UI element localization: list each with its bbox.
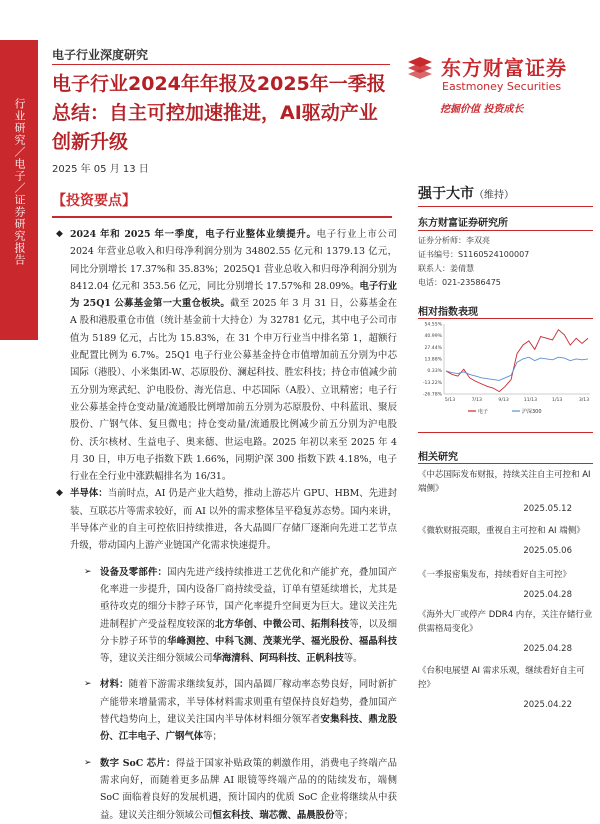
related-report-date: 2025.04.28 bbox=[523, 644, 572, 654]
rating-value: 强于大市 bbox=[418, 186, 474, 202]
relative-performance-chart bbox=[418, 320, 593, 420]
research-institute: 东方财富证券研究所 bbox=[418, 218, 508, 229]
subpoint-materials bbox=[70, 676, 397, 745]
y-tick-label: -26.78% bbox=[422, 392, 442, 398]
related-report-title[interactable]: 《海外大厂或停产 DDR4 内存，关注存储行业供需格局变化》 bbox=[418, 610, 593, 634]
series-line bbox=[446, 357, 588, 380]
y-axis bbox=[423, 322, 443, 398]
chart-bottom-divider bbox=[418, 432, 593, 433]
chart-legend bbox=[468, 408, 542, 415]
related-report-title[interactable]: 《微软财报亮眼，重视自主可控和 AI 端侧》 bbox=[418, 526, 585, 536]
series-group bbox=[446, 330, 588, 392]
industry-rating bbox=[418, 183, 514, 203]
subpoint-equipment bbox=[70, 564, 397, 668]
report-type-sidebar bbox=[0, 40, 38, 340]
firm-slogan: 挖掘价值 投资成长 bbox=[440, 104, 524, 115]
related-report-date: 2025.04.28 bbox=[523, 590, 572, 600]
y-tick-label: 54.55% bbox=[424, 322, 442, 328]
analyst-name: 证券分析师：李双亮 bbox=[418, 236, 490, 245]
subpoint-lead: 设备及零部件： bbox=[100, 566, 168, 578]
firm-logo bbox=[405, 50, 595, 130]
subpoint-text: 得益于国家补贴政策的刺激作用，消费电子终端产品需求向好，而随着更多品牌 AI 眼镜等终端产品的的陆续发布，端侧 SoC 面临着良好的发展机遇，预计国内的优质 SoC 企业将继续从中获益。建议关注细分领域公司 bbox=[100, 757, 397, 821]
series-line bbox=[446, 330, 588, 392]
related-research-title: 相关研究 bbox=[418, 452, 458, 463]
chart-divider bbox=[418, 318, 593, 319]
point-text: 当前时点，AI 仍是产业大趋势，推动上游芯片 GPU、HBM、先进封装、互联芯片等需求较好，而 AI 以外的需求整体呈平稳复苏态势。国内来讲，半导体产业的自主可控依旧持续推进，各大晶圆厂存储厂逐渐向先进工艺节点升级，带动国内上游产业链国产化需求快速提升。 bbox=[70, 488, 397, 552]
subpoint-text: 随着下游需求继续复苏，国内晶圆厂稼动率态势良好，同时新扩产能带来增量需求，半导体材料需求则重有望保持良好趋势，叠加国产替代趋势向上，建议关注国内半导体材料细分领军者 bbox=[100, 679, 397, 726]
related-report-title[interactable]: 《台积电展望 AI 需求乐观，继续看好自主可控》 bbox=[418, 666, 585, 690]
subpoint-bold: 安集科技、鼎龙股份、江丰电子、广钢气体 bbox=[100, 714, 397, 743]
related-report-title[interactable]: 《中芯国际发布财报，持续关注自主可控和 AI 端侧》 bbox=[418, 470, 591, 494]
report-title: 电子行业2024年年报及2025年一季报总结：自主可控加速推进，AI驱动产业创新升级 bbox=[52, 73, 386, 153]
chart-title: 相对指数表现 bbox=[418, 307, 478, 318]
point-text: 截至 2025 年 3 月 31 日，公募基金在 A 股和港股重仓市值（统计基金前十大持仓）为 32781 亿元，其中电子公司市值为 5189 亿元，占比为 15.83%，在 31 个申万行业当中排名第 1，超额行业配置比例为 6.7%。25Q1 电子行业公募基金持仓市值增加前五分别为中芯国际（港股）、小米集团-W、芯原股份、澜起科技、胜宏科技；持仓市值减少前五分别为寒武纪、沪电股份、海光信息、中芯国际（A股）、立讯精密；电子行业公募基金持仓变动量/流通股比例增加前五分别为芯原股份、中科蓝讯、聚辰股份、广钢气体、复旦微电；持仓变动量/流通股比例减少前五分别为沪电股份、沃尔核材、生益电子、奥来德、世运电路。2025 年初以来至 2025 年 4 月 30 日，申万电子指数下跌 1.66%，同期沪深 300 指数下跌 4.18%，电子行业在全行业中涨跌幅排名为 16/31。 bbox=[70, 298, 397, 483]
subpoint-text: 等，建议关注细分领域公司 bbox=[100, 653, 213, 665]
point-semiconductor bbox=[52, 485, 397, 554]
subpoint-soc bbox=[70, 755, 397, 824]
subpoint-lead: 材料： bbox=[100, 679, 129, 691]
report-date: 2025 年 05 月 13 日 bbox=[52, 164, 149, 175]
bullet-icon: ➢ bbox=[84, 679, 92, 690]
rating-note: （维持） bbox=[474, 190, 514, 201]
bullet-icon: ➢ bbox=[84, 566, 92, 577]
y-tick-label: 40.99% bbox=[424, 334, 442, 340]
subpoint-text: 等。 bbox=[343, 653, 363, 665]
y-tick-label: 0.33% bbox=[427, 369, 442, 375]
bullet-icon: ◆ bbox=[56, 229, 63, 239]
firm-name-cn: 东方财富证券 bbox=[441, 56, 567, 80]
analyst-cert: 证书编号：S1160524100007 bbox=[418, 250, 530, 259]
point-performance bbox=[52, 226, 397, 485]
bullet-icon: ◆ bbox=[56, 488, 63, 499]
logo-mark-icon bbox=[405, 54, 435, 84]
x-tick-label: 3/13 bbox=[578, 398, 590, 403]
x-axis bbox=[445, 397, 589, 403]
y-tick-label: -13.22% bbox=[422, 380, 442, 386]
x-tick-label: 5/13 bbox=[444, 398, 456, 403]
category-divider bbox=[52, 64, 390, 65]
x-tick-label: 9/13 bbox=[498, 398, 509, 403]
point-text: 电子行业上市公司 2024 年营业总收入和归母净利润分别为 34802.55 亿元和 1379.13 亿元，同比分别增长 17.37%和 35.83%；2025Q1 营业总收入和归母净利润分别为 8412.04 亿元和 353.56 亿元，同比分别增长 17.57%和 28.09%。 bbox=[70, 229, 397, 292]
subpoint-text: 等，以及细分卡脖子环节的 bbox=[100, 618, 397, 647]
section-title: 【投资要点】 bbox=[52, 193, 136, 209]
point-bold: 电子行业为 25Q1 公募基金第一大重仓板块。 bbox=[70, 280, 397, 310]
sidebar-label: 行业研究／电子／证券研究报告 bbox=[13, 98, 26, 266]
firm-divider bbox=[418, 230, 593, 231]
rating-divider bbox=[418, 206, 593, 207]
related-report-date: 2025.05.12 bbox=[523, 504, 572, 514]
point-lead: 2024 年和 2025 年一季度，电子行业整体业绩提升。 bbox=[70, 229, 317, 240]
y-tick-label: 27.44% bbox=[424, 345, 442, 351]
subpoint-bold: 华峰测控、中科飞测、茂莱光学、福光股份、福晶科技 bbox=[167, 635, 397, 647]
firm-name-en: Eastmoney Securities bbox=[442, 80, 562, 93]
bullet-icon: ➢ bbox=[84, 757, 92, 768]
related-report-date: 2025.04.22 bbox=[523, 700, 572, 710]
subpoint-lead: 数字 SoC 芯片： bbox=[100, 757, 176, 769]
legend-label: 沪深300 bbox=[522, 408, 542, 415]
investment-points bbox=[52, 226, 397, 824]
contact-phone: 电话：021-23586475 bbox=[418, 278, 501, 287]
subpoint-text: 等； bbox=[203, 731, 222, 743]
related-report-title[interactable]: 《一季报密集发布，持续看好自主可控》 bbox=[418, 570, 572, 580]
related-divider bbox=[418, 463, 593, 464]
section-divider bbox=[52, 216, 392, 218]
x-tick-label: 7/13 bbox=[471, 398, 482, 403]
subpoint-bold: 恒玄科技、瑞芯微、晶晨股份 bbox=[212, 809, 335, 821]
subpoint-text: 等； bbox=[334, 809, 354, 821]
point-lead: 半导体： bbox=[70, 488, 108, 500]
legend-label: 电子 bbox=[478, 408, 489, 415]
subpoint-text: 国内先进产线持续推进工艺优化和产能扩充，叠加国产化率进一步提升，国内设备厂商持续受益，订单有望延续增长，尤其是亟待攻克的细分卡脖子环节，国产化率提升空间更为巨大。建议关注先进制程扩产受益程度较深的 bbox=[100, 566, 397, 630]
subpoint-bold: 华海清科、阿玛科技、正帆科技 bbox=[212, 653, 344, 665]
x-tick-label: 1/13 bbox=[552, 398, 563, 403]
related-report-date: 2025.05.06 bbox=[523, 546, 572, 556]
report-category: 电子行业深度研究 bbox=[52, 48, 149, 62]
subpoint-bold: 北方华创、中微公司、拓荆科技 bbox=[215, 618, 350, 630]
contact-person: 联系人：姜倩慧 bbox=[418, 264, 474, 273]
y-tick-label: 13.88% bbox=[424, 357, 442, 363]
x-tick-label: 11/13 bbox=[523, 398, 538, 403]
